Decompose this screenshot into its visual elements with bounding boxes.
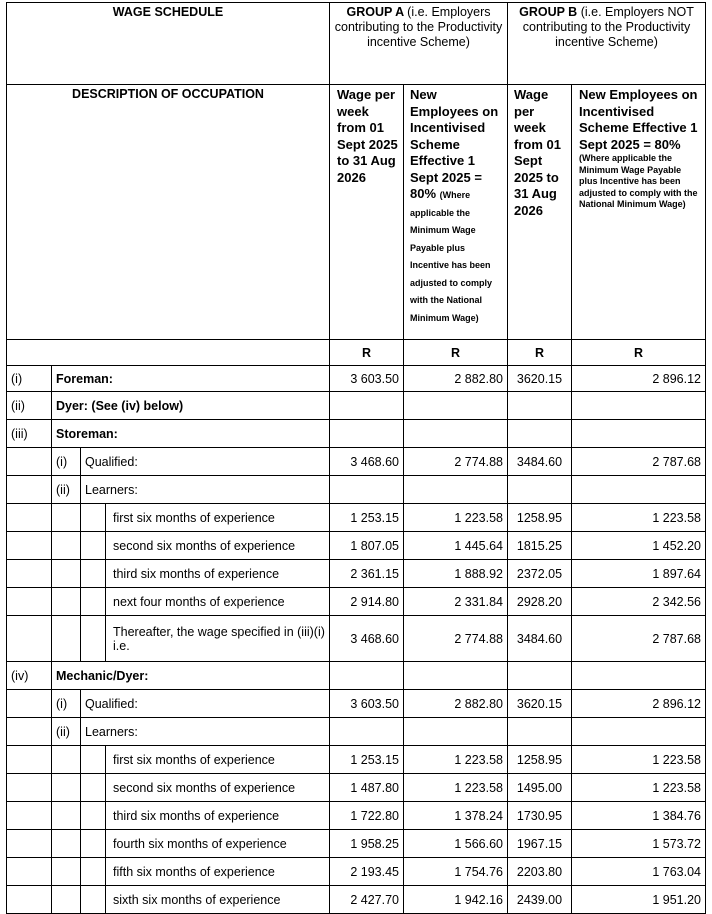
- occupation-label: Qualified:: [81, 448, 330, 476]
- group-b-heading: GROUP B (i.e. Employers NOT contributing to the Productivity incentive Scheme): [508, 3, 706, 85]
- occupation-label: next four months of experience: [106, 588, 330, 616]
- wage-value: 1 807.05: [330, 532, 404, 560]
- wage-value: 2 896.12: [572, 366, 706, 392]
- wage-value: 3484.60: [508, 616, 572, 662]
- table-row: [7, 504, 706, 532]
- row-number: (ii): [7, 392, 52, 420]
- wage-value: 1 763.04: [572, 858, 706, 886]
- table-row: [7, 588, 706, 616]
- row-number: (iii): [7, 420, 52, 448]
- wage-value: 1 223.58: [404, 504, 508, 532]
- wage-value: 1 754.76: [404, 858, 508, 886]
- new-employees-b-heading: New Employees on Incentivised Scheme Effective 1 Sept 2025 = 80% (Where applicable the Minimum Wage Payable plus Incentive has been adjusted to comply with the National Minimum Wage): [572, 85, 706, 340]
- wage-value: 2 882.80: [404, 366, 508, 392]
- wage-value: [508, 392, 572, 420]
- wage-value: [404, 718, 508, 746]
- wage-value: 1258.95: [508, 504, 572, 532]
- wage-value: 1 487.80: [330, 774, 404, 802]
- wage-value: [404, 420, 508, 448]
- occupation-label: Learners:: [81, 476, 330, 504]
- occupation-label: Qualified:: [81, 690, 330, 718]
- occupation-label: Learners:: [81, 718, 330, 746]
- table-row: [7, 448, 706, 476]
- occupation-label: fourth six months of experience: [106, 830, 330, 858]
- wage-value: [508, 718, 572, 746]
- table-row: [7, 420, 706, 448]
- currency-label: R: [508, 340, 572, 366]
- occupation-label: second six months of experience: [106, 774, 330, 802]
- occupation-label: Dyer: (See (iv) below): [52, 392, 330, 420]
- currency-row: [7, 340, 706, 366]
- table-row: [7, 858, 706, 886]
- occupation-label: sixth six months of experience: [106, 886, 330, 914]
- wage-value: 1 223.58: [404, 774, 508, 802]
- occupation-label: first six months of experience: [106, 504, 330, 532]
- wage-b-heading: Wage per week from 01 Sept 2025 to 31 Aug 2026: [508, 85, 572, 340]
- table-row: [7, 616, 706, 662]
- wage-schedule-heading: WAGE SCHEDULE: [7, 3, 330, 85]
- wage-value: [404, 392, 508, 420]
- new-employees-a-note: (Where applicable the Minimum Wage Payable plus Incentive has been adjusted to comply with the National Minimum Wage): [410, 190, 493, 323]
- wage-value: 3 603.50: [330, 366, 404, 392]
- wage-value: [330, 392, 404, 420]
- new-employees-b-note: (Where applicable the Minimum Wage Payable plus Incentive has been adjusted to comply with the National Minimum Wage): [579, 153, 698, 209]
- table-row: [7, 830, 706, 858]
- wage-value: 2 331.84: [404, 588, 508, 616]
- description-heading: DESCRIPTION OF OCCUPATION: [7, 85, 330, 340]
- wage-value: 1 223.58: [572, 774, 706, 802]
- wage-value: 1 253.15: [330, 504, 404, 532]
- wage-value: 1730.95: [508, 802, 572, 830]
- wage-value: 2 882.80: [404, 690, 508, 718]
- wage-value: [572, 662, 706, 690]
- wage-value: 1 445.64: [404, 532, 508, 560]
- wage-a-heading: Wage per week from 01 Sept 2025 to 31 Aug 2026: [330, 85, 404, 340]
- occupation-label: second six months of experience: [106, 532, 330, 560]
- wage-value: 2 787.68: [572, 448, 706, 476]
- wage-value: 1 223.58: [572, 504, 706, 532]
- row-number: (iv): [7, 662, 52, 690]
- table-row: [7, 662, 706, 690]
- wage-value: 1 897.64: [572, 560, 706, 588]
- table-row: [7, 690, 706, 718]
- wage-value: 1 942.16: [404, 886, 508, 914]
- occupation-label: Thereafter, the wage specified in (iii)(i) i.e.: [106, 616, 330, 662]
- wage-value: [572, 420, 706, 448]
- wage-value: [404, 662, 508, 690]
- group-header-row: [7, 3, 706, 85]
- wage-value: 2 896.12: [572, 690, 706, 718]
- table-row: [7, 532, 706, 560]
- wage-value: [330, 718, 404, 746]
- wage-value: 2 193.45: [330, 858, 404, 886]
- sub-number: (i): [52, 448, 81, 476]
- wage-value: [330, 476, 404, 504]
- table-row: [7, 746, 706, 774]
- occupation-label: third six months of experience: [106, 802, 330, 830]
- wage-value: [508, 662, 572, 690]
- wage-value: [572, 718, 706, 746]
- occupation-label: fifth six months of experience: [106, 858, 330, 886]
- occupation-label: Foreman:: [52, 366, 330, 392]
- wage-value: 1 888.92: [404, 560, 508, 588]
- table-row: [7, 392, 706, 420]
- wage-value: 3484.60: [508, 448, 572, 476]
- currency-label: R: [330, 340, 404, 366]
- wage-value: 1 951.20: [572, 886, 706, 914]
- wage-value: 3 468.60: [330, 448, 404, 476]
- wage-value: [330, 662, 404, 690]
- table-row: [7, 476, 706, 504]
- wage-value: 2928.20: [508, 588, 572, 616]
- wage-value: 1 384.76: [572, 802, 706, 830]
- occupation-label: first six months of experience: [106, 746, 330, 774]
- wage-value: [330, 420, 404, 448]
- wage-value: [508, 476, 572, 504]
- wage-value: 1 722.80: [330, 802, 404, 830]
- wage-value: 3620.15: [508, 366, 572, 392]
- wage-value: [572, 392, 706, 420]
- table-row: [7, 774, 706, 802]
- table-row: [7, 560, 706, 588]
- wage-value: 1 223.58: [404, 746, 508, 774]
- occupation-label: Mechanic/Dyer:: [52, 662, 330, 690]
- table-row: [7, 802, 706, 830]
- wage-value: 2 427.70: [330, 886, 404, 914]
- wage-value: 1 253.15: [330, 746, 404, 774]
- wage-value: 3 603.50: [330, 690, 404, 718]
- wage-value: 1 566.60: [404, 830, 508, 858]
- wage-value: 2439.00: [508, 886, 572, 914]
- table-row: [7, 366, 706, 392]
- wage-value: 1 452.20: [572, 532, 706, 560]
- wage-value: 2203.80: [508, 858, 572, 886]
- wage-value: 3 468.60: [330, 616, 404, 662]
- wage-value: 2 914.80: [330, 588, 404, 616]
- wage-value: 2 787.68: [572, 616, 706, 662]
- wage-value: 1258.95: [508, 746, 572, 774]
- wage-value: 2372.05: [508, 560, 572, 588]
- wage-schedule-table: [6, 2, 706, 914]
- row-number: (i): [7, 366, 52, 392]
- wage-value: 1 378.24: [404, 802, 508, 830]
- wage-value: 1815.25: [508, 532, 572, 560]
- wage-value: 1967.15: [508, 830, 572, 858]
- wage-value: 2 342.56: [572, 588, 706, 616]
- table-row: [7, 718, 706, 746]
- column-header-row: [7, 85, 706, 340]
- wage-value: [508, 420, 572, 448]
- wage-value: 2 774.88: [404, 448, 508, 476]
- currency-label: R: [572, 340, 706, 366]
- currency-label: R: [404, 340, 508, 366]
- group-a-heading: GROUP A (i.e. Employers contributing to the Productivity incentive Scheme): [330, 3, 508, 85]
- wage-value: 2 361.15: [330, 560, 404, 588]
- wage-value: [572, 476, 706, 504]
- sub-number: (i): [52, 690, 81, 718]
- wage-value: 2 774.88: [404, 616, 508, 662]
- sub-number: (ii): [52, 718, 81, 746]
- sub-number: (ii): [52, 476, 81, 504]
- occupation-label: third six months of experience: [106, 560, 330, 588]
- wage-value: [404, 476, 508, 504]
- wage-value: 1 573.72: [572, 830, 706, 858]
- table-row: [7, 886, 706, 914]
- wage-value: 1495.00: [508, 774, 572, 802]
- occupation-label: Storeman:: [52, 420, 330, 448]
- new-employees-a-heading: New Employees on Incentivised Scheme Effective 1 Sept 2025 = 80% (Where applicable the Minimum Wage Payable plus Incentive has been adjusted to comply with the National Minimum Wage): [404, 85, 508, 340]
- wage-value: 1 958.25: [330, 830, 404, 858]
- wage-value: 3620.15: [508, 690, 572, 718]
- wage-value: 1 223.58: [572, 746, 706, 774]
